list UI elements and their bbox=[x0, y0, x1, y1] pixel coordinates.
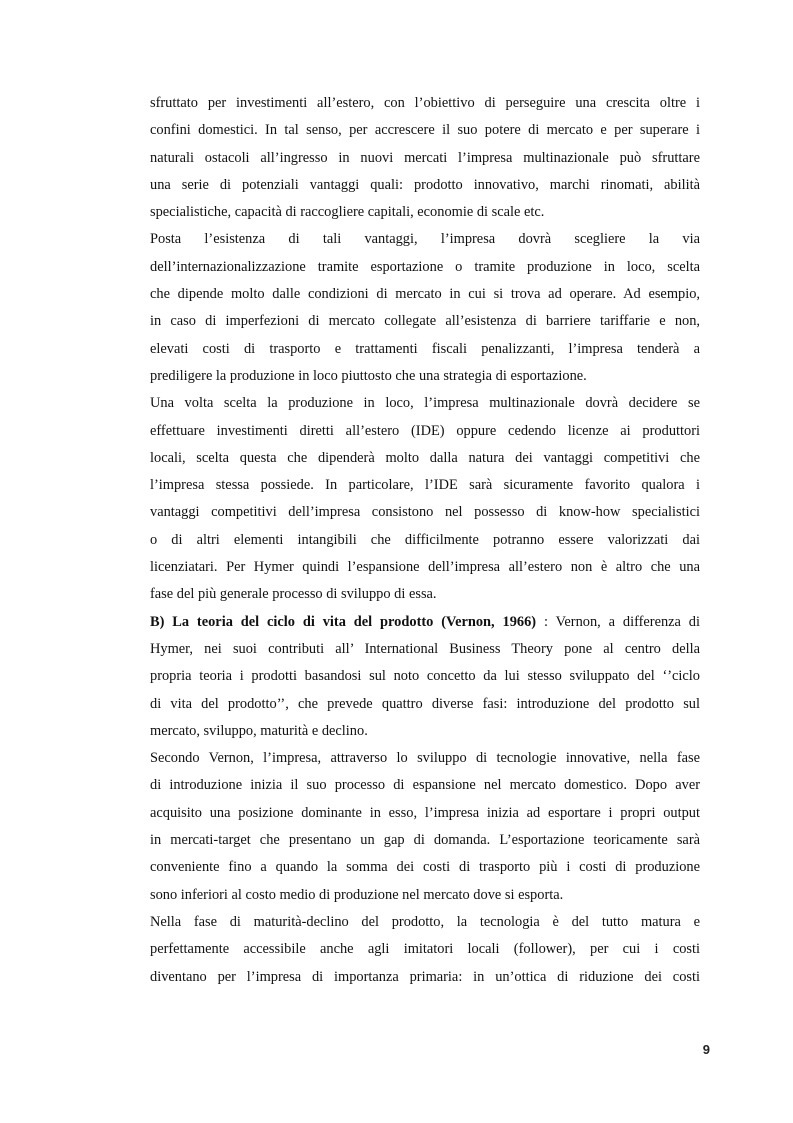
text-line-content: confini domestici. In tal senso, per accrescere il suo potere di mercato e per superare i bbox=[150, 122, 700, 139]
text-line bbox=[150, 226, 700, 253]
text-line bbox=[150, 936, 700, 963]
text-line bbox=[150, 718, 700, 745]
text-line bbox=[150, 800, 700, 827]
text-line-content: Posta l’esistenza di tali vantaggi, l’impresa dovrà scegliere la via bbox=[150, 231, 700, 248]
text-line bbox=[150, 336, 700, 363]
text-line bbox=[150, 772, 700, 799]
text-line-content: elevati costi di trasporto e trattamenti fiscali penalizzanti, l’impresa tenderà a bbox=[150, 340, 700, 357]
text-line bbox=[150, 964, 700, 991]
text-line bbox=[150, 663, 700, 690]
text-line bbox=[150, 827, 700, 854]
section-heading: B) La teoria del ciclo di vita del prodotto (Vernon, 1966) bbox=[150, 613, 537, 630]
text-line bbox=[150, 581, 700, 608]
text-line-content: vantaggi competitivi dell’impresa consistono nel possesso di know-how specialistici bbox=[150, 504, 700, 521]
text-line bbox=[150, 254, 700, 281]
text-line-content: licenziatari. Per Hymer quindi l’espansione dell’impresa all’estero non è altro che una bbox=[150, 559, 700, 576]
text-line bbox=[150, 445, 700, 472]
text-line bbox=[150, 90, 700, 117]
text-line-content: specialistiche, capacità di raccogliere capitali, economie di scale etc. bbox=[150, 204, 545, 221]
text-line-content: perfettamente accessibile anche agli imitatori locali (follower), per cui i costi bbox=[150, 941, 700, 958]
text-line-content: una serie di potenziali vantaggi quali: prodotto innovativo, marchi rinomati, abilità bbox=[150, 176, 700, 193]
text-line-content: diventano per l’impresa di importanza primaria: in un’ottica di riduzione dei costi bbox=[150, 968, 700, 985]
text-line-content: acquisito una posizione dominante in esso, l’impresa inizia ad esportare i propri output bbox=[150, 804, 700, 821]
text-line bbox=[150, 390, 700, 417]
text-line-content: Una volta scelta la produzione in loco, l’impresa multinazionale dovrà decidere se bbox=[150, 395, 700, 412]
text-line bbox=[150, 909, 700, 936]
page-number: 9 bbox=[702, 1042, 710, 1057]
text-line-content: mercato, sviluppo, maturità e declino. bbox=[150, 722, 368, 739]
text-line-content: Nella fase di maturità-declino del prodotto, la tecnologia è del tutto matura e bbox=[150, 913, 700, 930]
text-line bbox=[150, 117, 700, 144]
text-line bbox=[150, 418, 700, 445]
text-line bbox=[150, 281, 700, 308]
text-line-content: conveniente fino a quando la somma dei costi di trasporto più i costi di produzione bbox=[150, 859, 700, 876]
text-line-content: Hymer, nei suoi contributi all’ International Business Theory pone al centro della bbox=[150, 640, 700, 657]
text-line bbox=[150, 145, 700, 172]
text-line-content: in mercati-target che presentano un gap di domanda. L’esportazione teoricamente sarà bbox=[150, 832, 700, 849]
text-line bbox=[150, 527, 700, 554]
text-line-content: di introduzione inizia il suo processo di espansione nel mercato domestico. Dopo aver bbox=[150, 777, 700, 794]
text-line-content: Secondo Vernon, l’impresa, attraverso lo sviluppo di tecnologie innovative, nella fase bbox=[150, 750, 700, 767]
text-line-content: : Vernon, a differenza di bbox=[536, 613, 700, 630]
text-line bbox=[150, 199, 700, 226]
text-line-content: propria teoria i prodotti basandosi sul noto concetto da lui stesso sviluppato del ‘’ciclo bbox=[150, 668, 700, 685]
text-line bbox=[150, 499, 700, 526]
text-line bbox=[150, 745, 700, 772]
text-line-content: sono inferiori al costo medio di produzione nel mercato dove si esporta. bbox=[150, 886, 564, 903]
text-line-content: sfruttato per investimenti all’estero, con l’obiettivo di perseguire una crescita oltre i bbox=[150, 95, 700, 111]
text-line-content: locali, scelta questa che dipenderà molto dalla natura dei vantaggi competitivi che bbox=[150, 449, 700, 466]
text-line bbox=[150, 363, 700, 390]
text-line bbox=[150, 472, 700, 499]
text-line bbox=[150, 172, 700, 199]
text-line-content: in caso di imperfezioni di mercato collegate all’esistenza di barriere tariffarie e non, bbox=[150, 313, 700, 330]
text-line bbox=[150, 691, 700, 718]
text-line bbox=[150, 882, 700, 909]
text-line-content: che dipende molto dalle condizioni di mercato in cui si trova ad operare. Ad esempio, bbox=[150, 286, 700, 303]
text-line-content: effettuare investimenti diretti all’estero (IDE) oppure cedendo licenze ai produttori bbox=[150, 422, 700, 439]
text-line-content: prediligere la produzione in loco piuttosto che una strategia di esportazione. bbox=[150, 367, 587, 384]
text-line bbox=[150, 854, 700, 881]
body-text bbox=[150, 90, 700, 991]
text-line-content: di vita del prodotto’’, che prevede quattro diverse fasi: introduzione del prodotto sul bbox=[150, 695, 700, 712]
text-line-content: o di altri elementi intangibili che difficilmente potranno essere valorizzati dai bbox=[150, 531, 700, 548]
text-line bbox=[150, 308, 700, 335]
text-line bbox=[150, 609, 700, 636]
text-line-content: fase del più generale processo di sviluppo di essa. bbox=[150, 586, 437, 603]
text-line-content: naturali ostacoli all’ingresso in nuovi mercati l’impresa multinazionale può sfruttare bbox=[150, 149, 700, 166]
text-line bbox=[150, 554, 700, 581]
text-line bbox=[150, 636, 700, 663]
text-line-content: dell’internazionalizzazione tramite esportazione o tramite produzione in loco, scelta bbox=[150, 258, 700, 275]
text-line-content: l’impresa stessa possiede. In particolare, l’IDE sarà sicuramente favorito qualora i bbox=[150, 477, 700, 494]
